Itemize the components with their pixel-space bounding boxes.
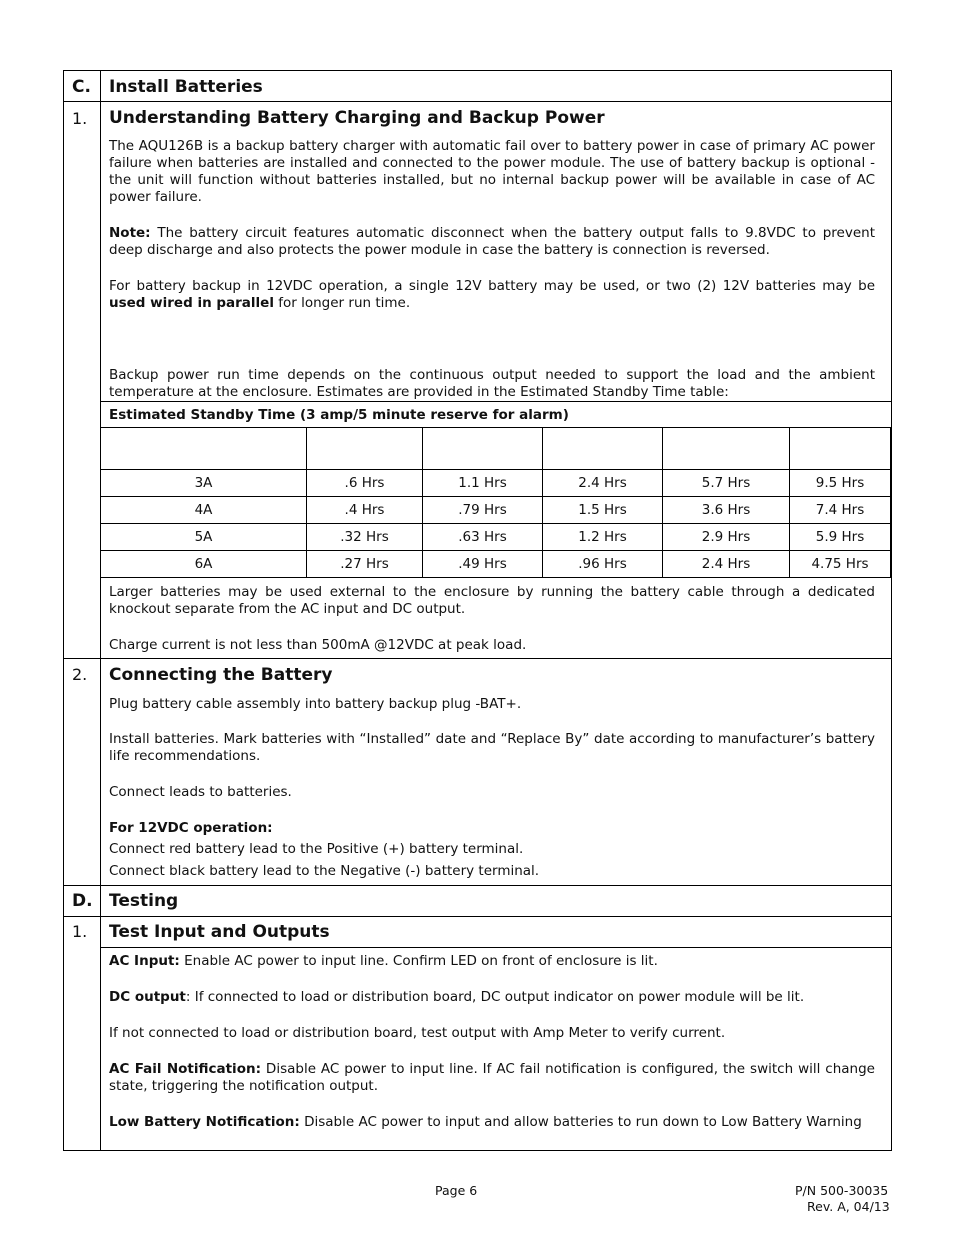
paragraph: Connect leads to batteries.	[109, 784, 292, 800]
section-c-header	[64, 71, 891, 102]
revision: Rev. A, 04/13	[807, 1199, 890, 1214]
dc-output-paragraph: DC output: If connected to load or distribution board, DC output indicator on power module will be lit.	[109, 989, 805, 1005]
note-paragraph: Note: The battery circuit features automatic disconnect when the battery output falls to 9.8VDC to prevent deep discharge and also protects the power module in case the battery is connection is reversed.	[109, 225, 875, 258]
paragraph: Plug battery cable assembly into battery backup plug -BAT+.	[109, 696, 522, 712]
table-cell: 9.5 Hrs	[790, 470, 891, 497]
table-row	[101, 524, 891, 551]
table-cell: .49 Hrs	[423, 551, 543, 578]
table-cell: 2.4 Hrs	[663, 551, 790, 578]
step-title: Understanding Battery Charging and Backup Power	[109, 108, 605, 128]
table-cell: 1.1 Hrs	[423, 470, 543, 497]
section-title: Install Batteries	[109, 77, 263, 97]
table-cell: 4.75 Hrs	[790, 551, 891, 578]
table-cell: 3A	[101, 470, 307, 497]
standby-table-title: Estimated Standby Time (3 amp/5 minute reserve for alarm)	[109, 407, 569, 423]
table-cell: 4A	[101, 497, 307, 524]
table-cell: .79 Hrs	[423, 497, 543, 524]
step-number: 1.	[72, 922, 88, 941]
table-cell: 1.5 Hrs	[543, 497, 663, 524]
step-title: Test Input and Outputs	[109, 922, 330, 942]
page-number: Page 6	[435, 1183, 478, 1198]
table-cell: .32 Hrs	[307, 524, 423, 551]
step-title: Connecting the Battery	[109, 665, 333, 685]
section-title: Testing	[109, 891, 179, 911]
table-cell: 2.4 Hrs	[543, 470, 663, 497]
table-cell: 5.9 Hrs	[790, 524, 891, 551]
ac-input-paragraph: AC Input: Enable AC power to input line. Confirm LED on front of enclosure is lit.	[109, 953, 658, 969]
standby-time-table	[100, 427, 891, 578]
table-cell: .4 Hrs	[307, 497, 423, 524]
table-cell: 5A	[101, 524, 307, 551]
ac-fail-paragraph: AC Fail Notification: Disable AC power to input line. If AC fail notification is configured, the switch will change state, triggering the notification output.	[109, 1061, 875, 1094]
low-battery-paragraph: Low Battery Notification: Disable AC power to input and allow batteries to run down to Low Battery Warning	[109, 1114, 862, 1130]
table-cell: 3.6 Hrs	[663, 497, 790, 524]
paragraph: Install batteries. Mark batteries with “Installed” date and “Replace By” date according to manufacturer’s battery life recommendations.	[109, 731, 875, 764]
section-letter: D.	[72, 891, 93, 911]
table-row	[101, 551, 891, 578]
step-number: 2.	[72, 665, 88, 684]
table-cell: 7.4 Hrs	[790, 497, 891, 524]
note-label: Note:	[109, 225, 151, 241]
table-row	[101, 497, 891, 524]
step-number: 1.	[72, 109, 88, 128]
table-cell: 2.9 Hrs	[663, 524, 790, 551]
operation-label: For 12VDC operation:	[109, 820, 273, 836]
paragraph: The AQU126B is a backup battery charger with automatic fail over to battery power in case of primary AC power failure when batteries are installed and connected to the power module. The use of battery backup is optional - the unit will function without batteries installed, but no internal backup power will be available in case of AC power failure.	[109, 138, 875, 205]
paragraph: Connect red battery lead to the Positive (+) battery terminal.	[109, 841, 524, 857]
paragraph: If not connected to load or distribution board, test output with Amp Meter to verify current.	[109, 1025, 726, 1041]
table-cell: .96 Hrs	[543, 551, 663, 578]
table-cell: .6 Hrs	[307, 470, 423, 497]
table-cell: 1.2 Hrs	[543, 524, 663, 551]
paragraph: Connect black battery lead to the Negative (-) battery terminal.	[109, 863, 540, 879]
paragraph: Charge current is not less than 500mA @12VDC at peak load.	[109, 637, 527, 653]
table-row	[101, 470, 891, 497]
table-cell: 6A	[101, 551, 307, 578]
part-number: P/N 500-30035	[795, 1183, 889, 1198]
table-cell: .63 Hrs	[423, 524, 543, 551]
table-cell: .27 Hrs	[307, 551, 423, 578]
paragraph: For battery backup in 12VDC operation, a single 12V battery may be used, or two (2) 12V batteries may be used wired in parallel for longer run time.	[109, 278, 875, 311]
table-header-row	[101, 428, 891, 470]
paragraph: Backup power run time depends on the continuous output needed to support the load and the ambient temperature at the enclosure. Estimates are provided in the Estimated Standby Time table:	[109, 367, 875, 400]
paragraph: Larger batteries may be used external to the enclosure by running the battery cable through a dedicated knockout separate from the AC input and DC output.	[109, 584, 875, 617]
section-letter: C.	[72, 77, 91, 97]
table-cell: 5.7 Hrs	[663, 470, 790, 497]
instruction-frame	[63, 70, 892, 1151]
